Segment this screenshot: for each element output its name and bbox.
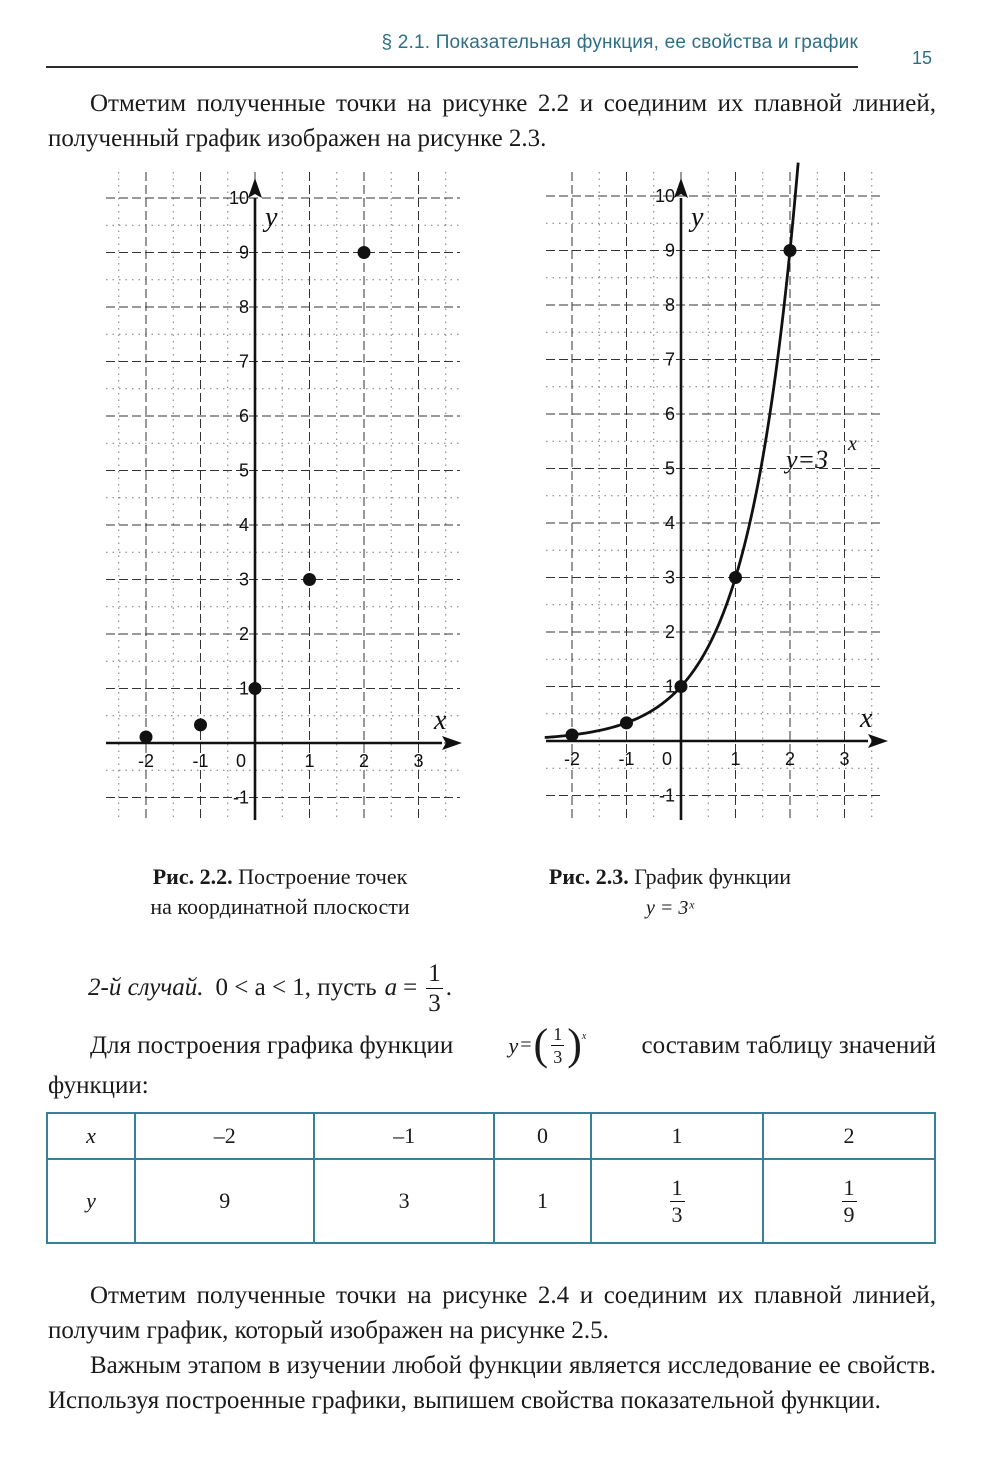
chart-fig23 — [540, 160, 900, 840]
data-point — [620, 716, 633, 729]
formula-y: y — [508, 1032, 519, 1058]
y-tick-label: 2 — [238, 624, 249, 644]
y-tick-label: 7 — [238, 351, 249, 372]
y-tick-label: 9 — [664, 240, 675, 261]
paragraph-properties: Важным этапом в изучении любой функции является исследование ее свойств. Используя построенные графики, выпишем свойства показательной функции. — [48, 1352, 936, 1414]
formula-y-one-third-pow-x — [508, 1020, 587, 1069]
table-fraction-num: 1 — [671, 1174, 683, 1200]
y-tick-label: 1 — [238, 678, 249, 699]
y-tick-label: 5 — [238, 460, 249, 481]
x-axis-label: x — [434, 705, 447, 736]
y-tick-label: 2 — [664, 622, 675, 642]
y-axis-label: y — [691, 202, 704, 233]
case-2-equals: = — [403, 974, 418, 1001]
y-tick-label: 4 — [238, 515, 249, 535]
figure-2-2 — [100, 160, 480, 840]
y-tick-label: 8 — [238, 297, 249, 317]
x-tick-label: 3 — [839, 749, 850, 769]
case-2-title: 2-й случай. — [88, 974, 204, 1001]
table-fraction-num: 1 — [843, 1174, 855, 1200]
paragraph-intro: Отметим полученные точки на рисунке 2.2 и соединим их плавной линией, полученный график изображен на рисунке 2.3. — [48, 90, 936, 152]
x-tick-label: 3 — [413, 751, 424, 771]
formula-den: 3 — [553, 1046, 563, 1067]
table-fraction — [670, 1174, 685, 1227]
y-tick-label: 5 — [664, 458, 675, 479]
table-cell — [763, 1159, 935, 1243]
data-point — [140, 730, 153, 743]
x-tick-label: -2 — [137, 751, 155, 771]
y-tick-label: 6 — [238, 406, 249, 426]
y-tick-label: 3 — [664, 567, 675, 588]
table-header-x: x — [47, 1113, 135, 1159]
formula-right-paren: ) — [567, 1020, 582, 1069]
case-2-fraction-den: 3 — [428, 989, 441, 1017]
x-tick-label: -2 — [563, 749, 581, 769]
y-tick-label: 6 — [664, 404, 675, 424]
p3-text-before: Для построения графика функции — [90, 1031, 454, 1059]
y-tick-label: 10 — [654, 186, 675, 206]
formula-left-paren: ( — [533, 1020, 549, 1069]
data-point — [303, 573, 316, 586]
case-2-fraction-num: 1 — [428, 959, 441, 987]
case-2-condition: 0 < a < 1, пусть — [215, 974, 377, 1001]
formula-exp: x — [581, 1030, 587, 1042]
y-tick-label: 10 — [228, 188, 249, 208]
table-cell — [591, 1159, 763, 1243]
y-axis-label: y — [265, 202, 278, 233]
y-tick-label: 1 — [664, 676, 675, 697]
caption-fig23-line1: График функции — [634, 864, 792, 889]
caption-fig23-number: Рис. 2.3. — [548, 864, 629, 889]
formula-num: 1 — [553, 1023, 563, 1044]
x-tick-label: 0 — [235, 751, 247, 771]
y-tick-label: 7 — [664, 349, 675, 370]
x-tick-label: 0 — [661, 749, 673, 769]
case-2-var: a — [384, 974, 398, 1001]
table-cell: 3 — [314, 1159, 493, 1243]
x-tick-label: -1 — [618, 749, 635, 769]
table-fraction-den: 3 — [671, 1201, 683, 1227]
data-point — [729, 571, 742, 584]
table-cell: 1 — [494, 1159, 591, 1243]
x-tick-label: 1 — [304, 751, 315, 771]
x-tick-label: 2 — [358, 751, 370, 771]
caption-fig23-line2: y = 3ˣ — [645, 897, 695, 919]
data-point — [566, 728, 579, 741]
data-point — [358, 246, 371, 259]
table-row-y — [47, 1159, 935, 1243]
formula-fraction — [551, 1025, 564, 1066]
data-point — [675, 680, 688, 693]
caption-fig22-line1: Построение точек — [238, 864, 408, 889]
y-tick-label: 9 — [238, 242, 249, 263]
figure-2-3 — [540, 160, 900, 840]
table-fraction-den: 9 — [843, 1201, 855, 1227]
data-point — [784, 244, 797, 257]
data-point — [249, 682, 262, 695]
x-tick-label: -1 — [192, 751, 209, 771]
table-cell: 1 — [591, 1113, 763, 1159]
formula-eq: = — [520, 1033, 532, 1056]
table-cell: –2 — [135, 1113, 314, 1159]
function-label: y=3 — [786, 445, 829, 474]
y-tick-label: -1 — [232, 787, 249, 808]
y-axis-arrow — [674, 178, 688, 198]
table-cell: 2 — [763, 1113, 935, 1159]
p3-text-after: составим таблицу значений — [641, 1031, 936, 1059]
paragraph-fig24: Отметим полученные точки на рисунке 2.4 и соединим их плавной линией, получим график, который изображен на рисунке 2.5. — [48, 1282, 936, 1344]
y-tick-label: 3 — [238, 569, 249, 590]
x-tick-label: 2 — [784, 749, 796, 769]
running-title: § 2.1. Показательная функция, ее свойства и график — [381, 32, 858, 53]
x-tick-label: 1 — [730, 749, 741, 769]
table-fraction — [842, 1174, 857, 1227]
table-cell: –1 — [314, 1113, 493, 1159]
table-header-y: y — [47, 1159, 135, 1243]
case-2-fraction — [426, 961, 443, 1016]
caption-fig22-number: Рис. 2.2. — [152, 864, 233, 889]
x-axis-label: x — [860, 703, 873, 734]
table-row-x — [47, 1113, 935, 1159]
table-cell: 9 — [135, 1159, 314, 1243]
caption-fig23 — [500, 862, 840, 923]
caption-fig22-line2: на координатной плоскости — [150, 894, 410, 919]
y-axis-arrow — [248, 178, 262, 198]
function-label-exponent: x — [848, 433, 857, 455]
table-cell: 0 — [494, 1113, 591, 1159]
case-2-line — [88, 958, 452, 1018]
header-rule — [46, 66, 858, 68]
chart-fig22 — [100, 160, 480, 840]
y-tick-label: 8 — [664, 295, 675, 315]
caption-fig22 — [105, 862, 455, 922]
y-tick-label: -1 — [658, 785, 675, 806]
y-tick-label: 4 — [664, 513, 675, 533]
data-point — [194, 718, 207, 731]
case-2-period: . — [445, 974, 452, 1001]
values-table — [46, 1112, 936, 1244]
p3-text-tail: функции: — [48, 1072, 149, 1099]
paragraph-table-intro — [48, 1022, 936, 1103]
page-number: 15 — [912, 48, 933, 68]
